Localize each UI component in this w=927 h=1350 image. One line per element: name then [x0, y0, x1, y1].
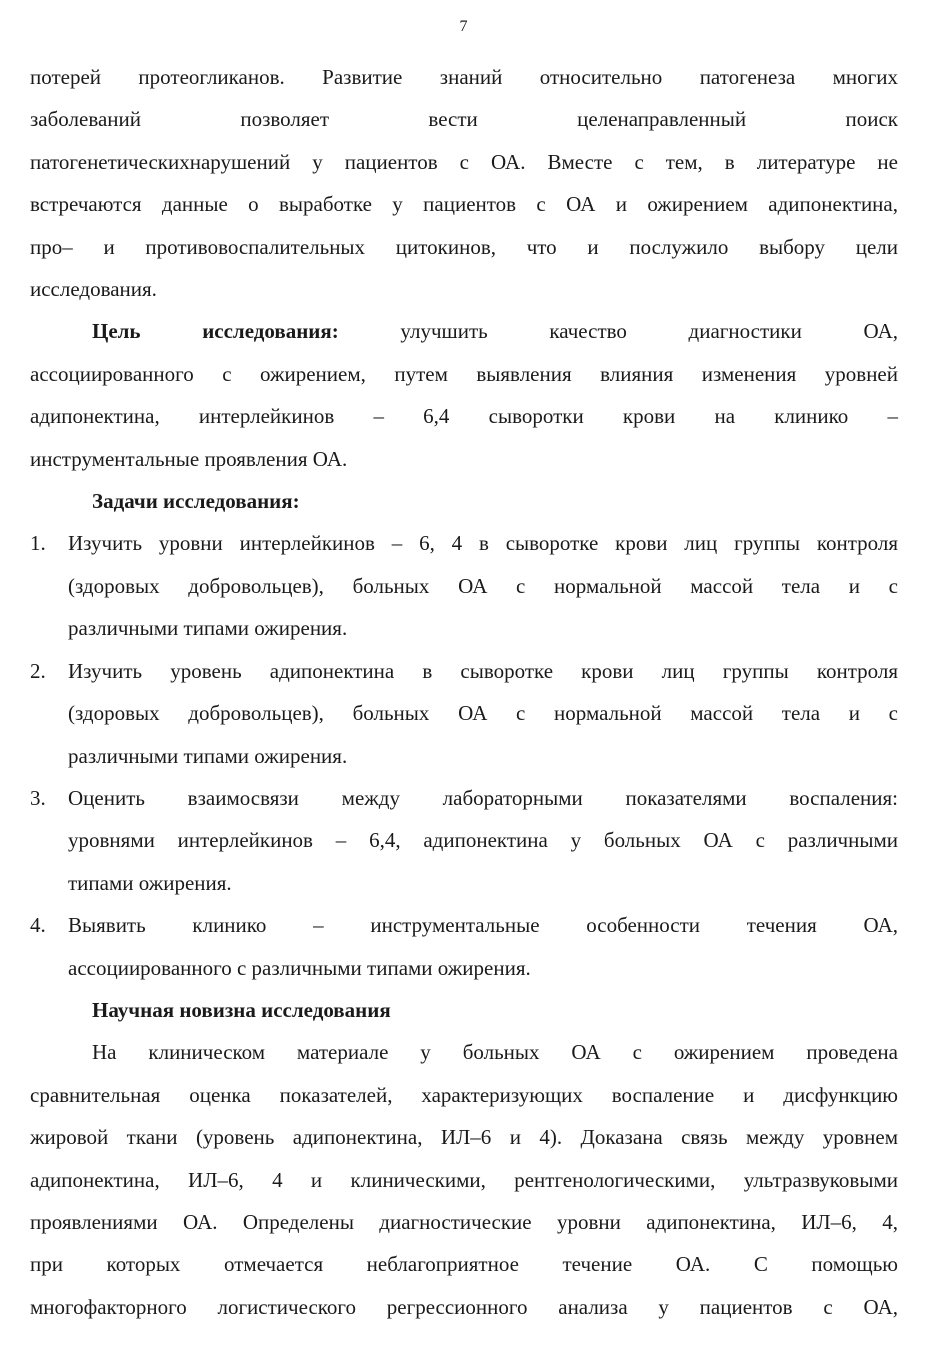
task-number: 3. [30, 785, 46, 810]
task-item [30, 904, 898, 989]
text-line: проявлениями ОА. Определены диагностические уровни адипонектина, ИЛ–6, 4, [30, 1209, 898, 1234]
text-line: (здоровых добровольцев), больных ОА с нормальной массой тела и с [68, 701, 898, 726]
task-item [30, 522, 898, 649]
text-line: исследования. [30, 277, 157, 302]
page-number: 7 [459, 18, 468, 35]
task-number: 2. [30, 658, 46, 683]
page-content [30, 56, 898, 1328]
text-line: адипонектина, ИЛ–6, 4 и клиническими, рентгенологическими, ультразвуковыми [30, 1167, 898, 1192]
text-line: различными типами ожирения. [68, 616, 348, 641]
goal-paragraph [30, 310, 898, 480]
novelty-heading: Научная новизна исследования [92, 997, 391, 1022]
text-line: заболеваний позволяет вести целенаправленный поиск [30, 107, 898, 132]
novelty-paragraph [30, 1031, 898, 1328]
text-line: встречаются данные о выработке у пациентов с ОА и ожирением адипонектина, [30, 192, 898, 217]
text-line: уровнями интерлейкинов – 6,4, адипонектина у больных ОА с различными [68, 828, 898, 853]
task-number: 4. [30, 913, 46, 938]
text-line: Изучить уровни интерлейкинов – 6, 4 в сыворотке крови лиц группы контроля [68, 531, 898, 556]
tasks-list [30, 522, 898, 988]
text-line: ассоциированного с различными типами ожирения. [68, 955, 531, 980]
text-line: потерей протеогликанов. Развитие знаний относительно патогенеза многих [30, 65, 898, 89]
task-item [30, 650, 898, 777]
text-line: Оценить взаимосвязи между лабораторными показателями воспаления: [68, 785, 898, 810]
text-line: адипонектина, интерлейкинов – 6,4 сыворотки крови на клинико – [30, 404, 898, 429]
task-item [30, 777, 898, 904]
text-line: На клиническом материале у больных ОА с ожирением проведена [92, 1040, 898, 1065]
task-number: 1. [30, 531, 46, 556]
intro-paragraph [30, 56, 898, 310]
tasks-heading: Задачи исследования: [92, 489, 300, 514]
text-line: Изучить уровень адипонектина в сыворотке крови лиц группы контроля [68, 658, 898, 683]
text-line: при которых отмечается неблагоприятное течение ОА. С помощью [30, 1252, 898, 1277]
text-line: типами ожирения. [68, 870, 232, 895]
goal-text: улучшить качество диагностики ОА, [400, 319, 899, 344]
text-line: инструментальные проявления ОА. [30, 446, 348, 471]
text-line: многофакторного логистического регрессионного анализа у пациентов с ОА, [30, 1294, 898, 1319]
text-line: жировой ткани (уровень адипонектина, ИЛ–6 и 4). Доказана связь между уровнем [30, 1125, 898, 1150]
text-line: патогенетическихнарушений у пациентов с ОА. Вместе с тем, в литературе не [30, 149, 898, 174]
text-line: ассоциированного с ожирением, путем выявления влияния изменения уровней [30, 361, 898, 386]
text-line: Выявить клинико – инструментальные особенности течения ОА, [68, 913, 898, 938]
text-line: сравнительная оценка показателей, характеризующих воспаление и дисфункцию [30, 1082, 898, 1107]
text-line: (здоровых добровольцев), больных ОА с нормальной массой тела и с [68, 573, 898, 598]
goal-first-line [30, 310, 898, 352]
text-line: про– и противовоспалительных цитокинов, что и послужило выбору цели [30, 234, 898, 259]
text-line: различными типами ожирения. [68, 743, 348, 768]
goal-label: Цель исследования: [92, 319, 339, 344]
